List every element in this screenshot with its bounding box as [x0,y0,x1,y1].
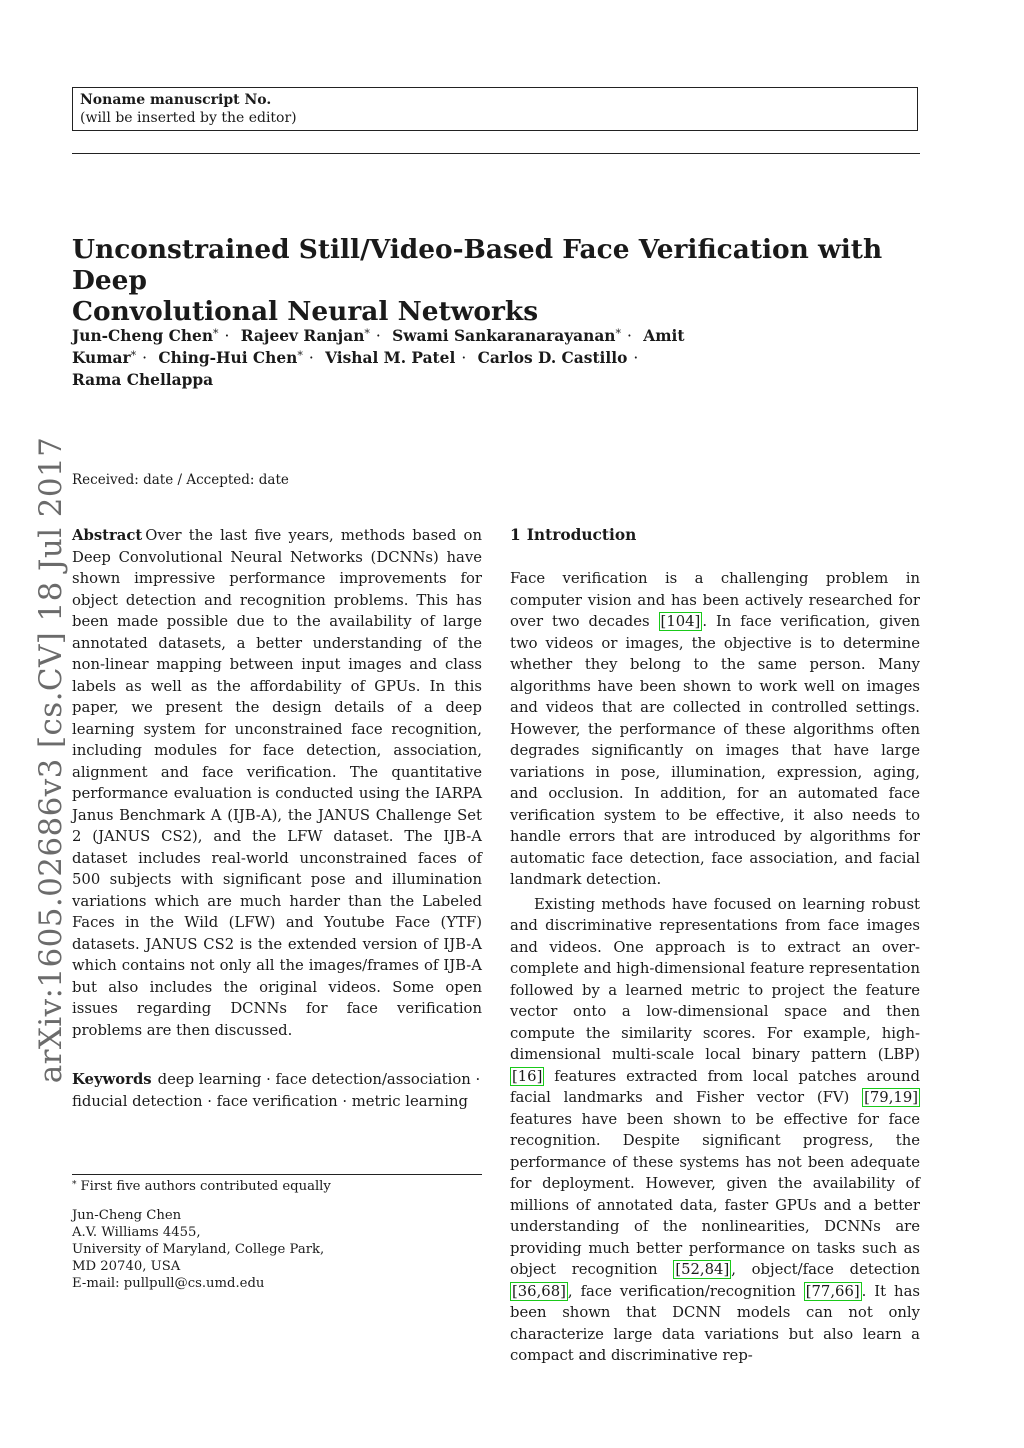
author-2: Rajeev Ranjan* [240,327,370,345]
manuscript-number-box [72,87,918,131]
keywords-section [72,1069,482,1112]
abstract-label: Abstract [72,527,143,544]
title-line-1: Unconstrained Still/Video-Based Face Verification with Deep [72,234,883,296]
intro-paragraph-2: Existing methods have focused on learning robust and discriminative representations from face images and videos. One approach is to extract an over-complete and high-dimensional feature representation followed by a learned metric to project the feature vector onto a low-dimensional space and then compute the similarity scores. For example, high-dimensional multi-scale local binary pattern (LBP) [16] features extracted from local patches around facial landmarks and Fisher vector (FV) [79,19] features have been shown to be effective for face recognition. Despite significant progress, the performance of these systems has not been adequate for deployment. However, given the availability of millions of annotated data, faster GPUs and a better understanding of the nonlinearities, DCNNs are providing much better performance on tasks such as object recognition [52,84] , object/face detection [36,68] , face verification/recognition [77,66] . It has been shown that DCNN models can not only characterize large data variations but also learn a compact and discriminative rep- [510,895,921,1364]
address-line: Jun-Cheng Chen [72,1208,182,1223]
abstract-section [72,525,482,1041]
introduction-body [510,568,920,1367]
author-separator: · [627,327,632,345]
title-line-2: Convolutional Neural Networks [72,296,539,327]
author-6: Vishal M. Patel [325,349,456,367]
address-line: MD 20740, USA [72,1259,181,1274]
author-3: Swami Sankaranarayanan* [392,327,621,345]
footnote [72,1178,482,1195]
footnote-text: First five authors contributed equally [80,1179,331,1194]
email-address: E-mail: pullpull@cs.umd.edu [72,1276,265,1291]
section-heading-introduction [510,526,636,544]
author-list [72,325,732,391]
citation-link[interactable]: [104] [660,613,701,630]
citation-link[interactable]: [79,19] [864,1089,918,1106]
equal-contribution-mark: * [130,349,137,362]
citation-link[interactable]: [36,68] [512,1282,566,1300]
author-4: Amit Kumar* [72,327,685,367]
keywords-text: deep learning · face detection/association · fiducial detection · face verification · metric learning [72,1071,481,1110]
abstract-text: Over the last five years, methods based on Deep Convolutional Neural Networks (DCNNs) have shown impressive performance improvements for object detection and recognition problems. This has been made possible due to the availability of large annotated datasets, a better understanding of the non-linear mapping between input images and class labels as well as the affordability of GPUs. In this paper, we present the design details of a deep learning system for unconstrained face recognition, including modules for face detection, association, alignment and face verification. The quantitative performance evaluation is conducted using the IARPA Janus Benchmark A (IJB-A), the JANUS Challenge Set 2 (JANUS CS2), and the LFW dataset. The IJB-A dataset includes real-world unconstrained faces of 500 subjects with significant pose and illumination variations which are much harder than the Labeled Faces in the Wild (LFW) and Youtube Face (YTF) datasets. JANUS CS2 is the extended version of IJB-A which contains not only all the images/frames of IJB-A but also includes the original videos. Some open issues regarding DCNNs for face verification problems are then discussed. [72,527,482,1039]
equal-contribution-mark: * [297,349,303,362]
manuscript-label: Noname manuscript No. [80,92,272,108]
section-title: Introduction [526,526,637,544]
section-number: 1 [510,526,521,544]
author-separator: · [308,349,314,367]
intro-paragraph-1: Face verification is a challenging problem in computer vision and has been actively researched for over two decades [104] . In face verification, given two videos or images, the objective is to determine whether they belong to the same person. Many algorithms have been shown to work well on images and videos that are collected in controlled settings. However, the performance of these algorithms often degrades significantly on images that have large variations in pose, illumination, expression, aging, and occlusion. In addition, for an automated face verification system to be effective, it also needs to handle errors that are introduced by algorithms for automatic face detection, face association, and facial landmark detection. [510,570,921,888]
author-8: Rama Chellappa [72,371,214,389]
citation-link[interactable]: [16] [512,1067,543,1085]
paper-title [72,234,920,327]
equal-contribution-mark: * [364,327,370,340]
author-1: Jun-Cheng Chen* [72,327,219,345]
header-rule [72,153,920,154]
author-separator: · [224,327,230,345]
author-separator: · [633,349,639,367]
editor-note: (will be inserted by the editor) [80,110,297,126]
footnote-mark: * [72,1180,77,1190]
citation-link[interactable]: [77,66] [805,1282,860,1300]
received-date: Received: date / Accepted: date [72,472,289,488]
footnote-rule [72,1174,482,1175]
author-separator: · [461,349,467,367]
author-separator: · [142,349,148,367]
equal-contribution-mark: * [615,327,621,340]
keywords-label: Keywords [72,1071,152,1088]
author-separator: · [375,327,381,345]
citation-link[interactable]: [52,84] [675,1261,730,1278]
arxiv-identifier: arXiv:1605.02686v3 [cs.CV] 18 Jul 2017 [33,436,69,1084]
author-address [72,1207,482,1292]
address-line: University of Maryland, College Park, [72,1242,325,1257]
equal-contribution-mark: * [213,327,219,340]
author-5: Ching-Hui Chen* [158,349,303,367]
address-line: A.V. Williams 4455, [72,1225,201,1240]
author-7: Carlos D. Castillo [477,349,628,367]
